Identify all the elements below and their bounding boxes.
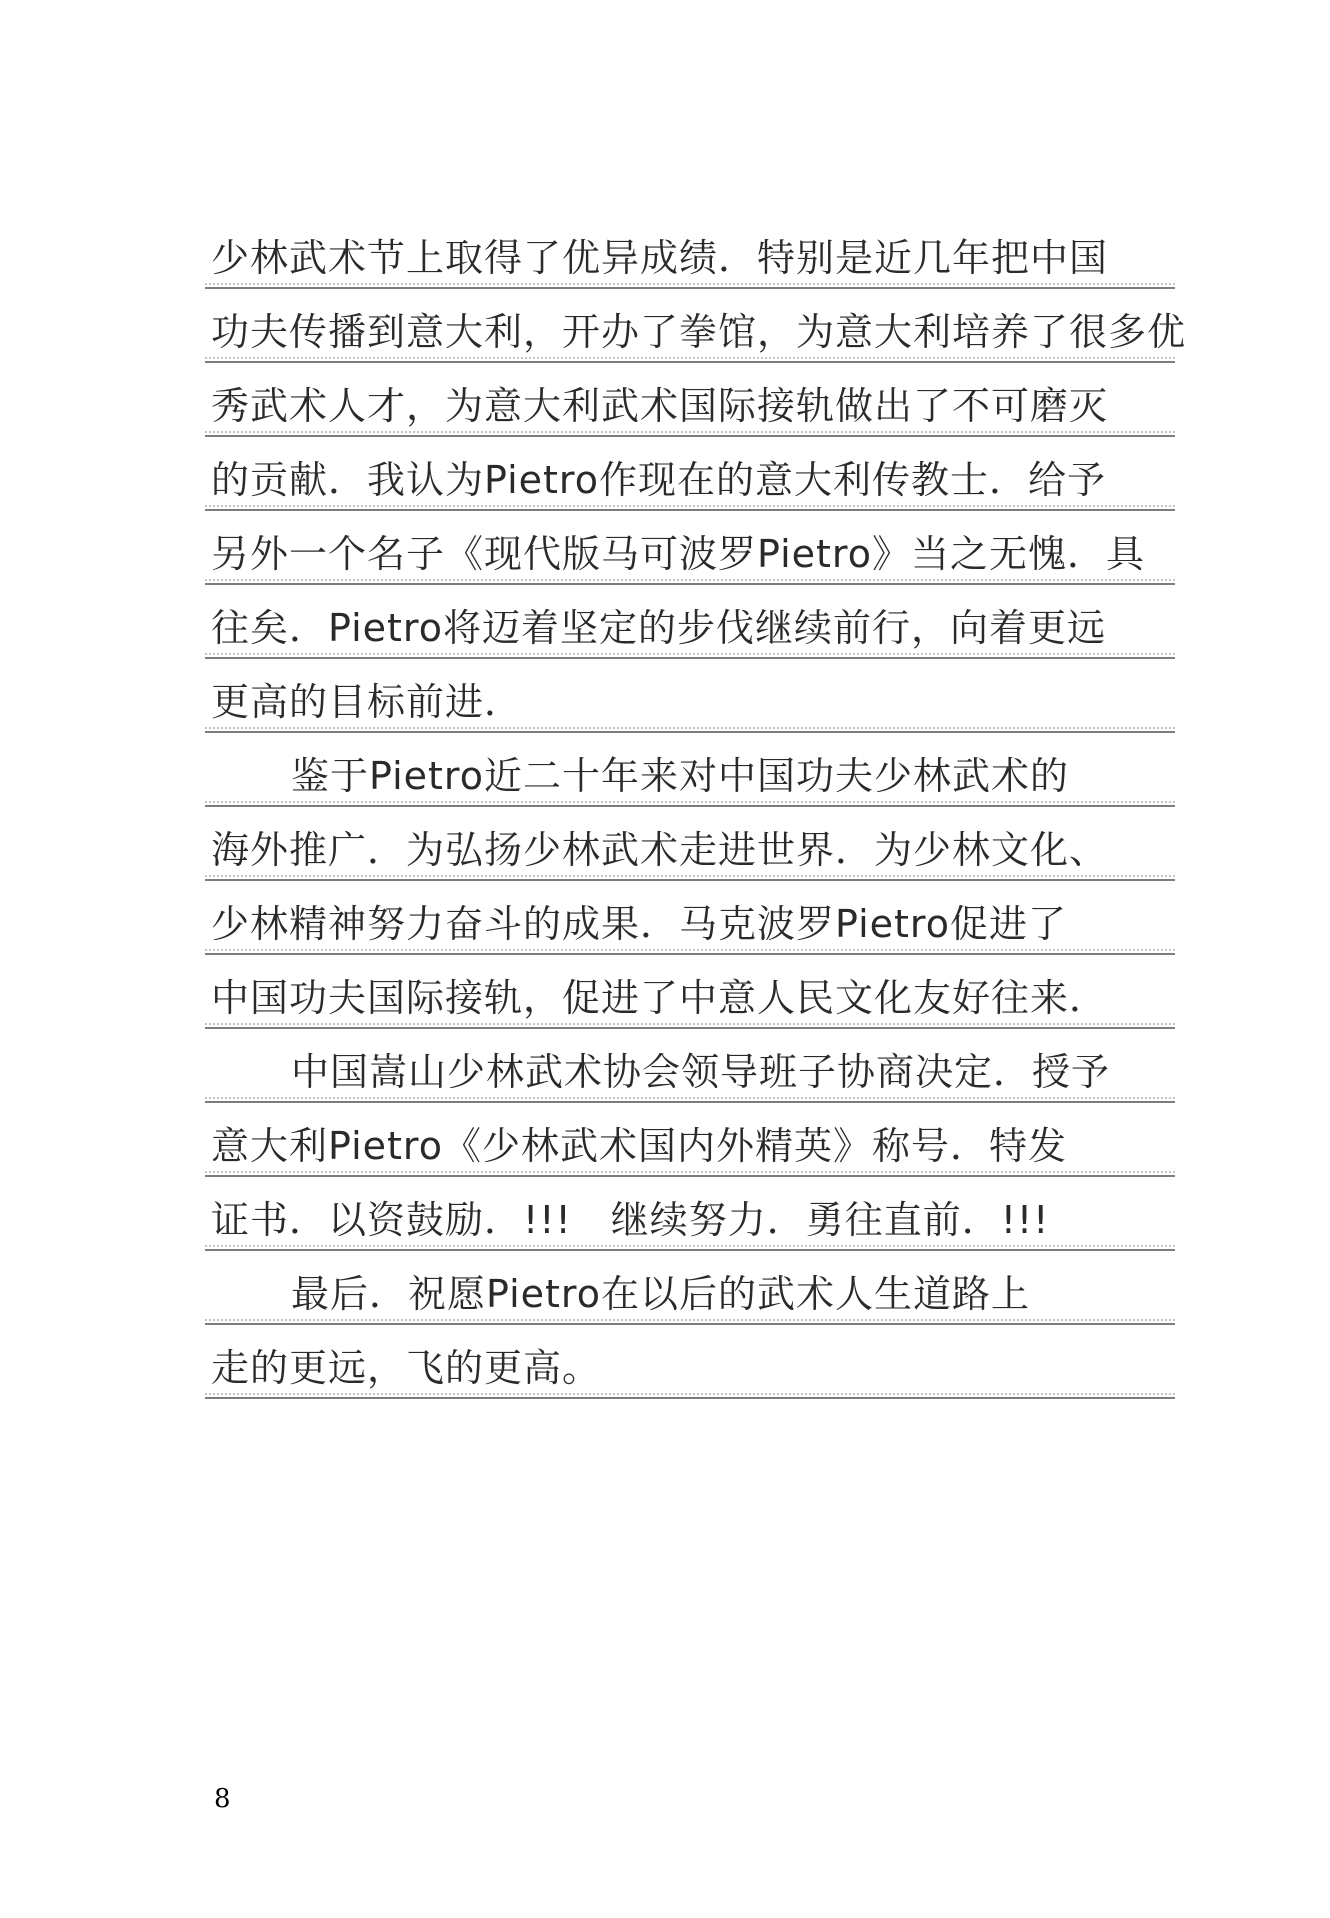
letter-line — [205, 659, 1175, 733]
dotted-guide — [205, 1245, 1175, 1247]
letter-line — [205, 1029, 1175, 1103]
letter-line — [205, 1251, 1175, 1325]
letter-line — [205, 585, 1175, 659]
ruled-line — [205, 1397, 1175, 1399]
letter-line-text: 往矣．Pietro将迈着坚定的步伐继续前行，向着更远 — [211, 606, 1106, 650]
dotted-guide — [205, 431, 1175, 433]
letter-line — [205, 807, 1175, 881]
letter-line-text: 意大利Pietro《少林武术国内外精英》称号．特发 — [211, 1124, 1067, 1168]
letter-line-text: 证书．以资鼓励．!!! 继续努力．勇往直前．!!! — [211, 1198, 1050, 1242]
letter-line-text: 少林武术节上取得了优异成绩．特别是近几年把中国 — [211, 236, 1109, 280]
letter-line-text: 鉴于Pietro近二十年来对中国功夫少林武术的 — [291, 754, 1069, 798]
dotted-guide — [205, 1097, 1175, 1099]
dotted-guide — [205, 1319, 1175, 1321]
dotted-guide — [205, 801, 1175, 803]
letter-line — [205, 733, 1175, 807]
letter-line — [205, 289, 1187, 363]
letter-line — [205, 437, 1175, 511]
letter-line — [205, 1325, 1175, 1399]
dotted-guide — [205, 653, 1175, 655]
letter-line — [205, 881, 1175, 955]
dotted-guide — [205, 357, 1175, 359]
dotted-guide — [205, 875, 1175, 877]
page-number: 8 — [214, 1784, 231, 1814]
letter-line — [205, 1103, 1175, 1177]
letter-line-text: 更高的目标前进． — [211, 680, 524, 724]
dotted-guide — [205, 505, 1175, 507]
dotted-guide — [205, 1171, 1175, 1173]
dotted-guide — [205, 1023, 1175, 1025]
dotted-guide — [205, 1393, 1175, 1395]
letter-line-text: 另外一个名子《现代版马可波罗Pietro》当之无愧．具 — [211, 532, 1145, 576]
letter-line — [205, 215, 1175, 289]
dotted-guide — [205, 949, 1175, 951]
letter-line-text: 少林精神努力奋斗的成果．马克波罗Pietro促进了 — [211, 902, 1067, 946]
dotted-guide — [205, 727, 1175, 729]
handwritten-letter — [205, 215, 1187, 1395]
letter-line-text: 中国嵩山少林武术协会领导班子协商决定．授予 — [291, 1050, 1111, 1094]
dotted-guide — [205, 579, 1175, 581]
letter-line-text: 的贡献．我认为Pietro作现在的意大利传教士．给予 — [211, 458, 1106, 502]
letter-line-text: 最后．祝愿Pietro在以后的武术人生道路上 — [291, 1272, 1030, 1316]
letter-line-text: 走的更远，飞的更高。 — [211, 1346, 602, 1390]
letter-line — [205, 1177, 1175, 1251]
dotted-guide — [205, 283, 1175, 285]
letter-line — [205, 511, 1175, 585]
letter-line-text: 海外推广．为弘扬少林武术走进世界．为少林文化、 — [211, 828, 1109, 872]
letter-line — [205, 363, 1175, 437]
letter-line-text: 中国功夫国际接轨，促进了中意人民文化友好往来． — [211, 976, 1109, 1020]
letter-line-text: 功夫传播到意大利，开办了拳馆，为意大利培养了很多优 — [211, 310, 1187, 354]
letter-line — [205, 955, 1175, 1029]
letter-line-text: 秀武术人才，为意大利武术国际接轨做出了不可磨灭 — [211, 384, 1109, 428]
